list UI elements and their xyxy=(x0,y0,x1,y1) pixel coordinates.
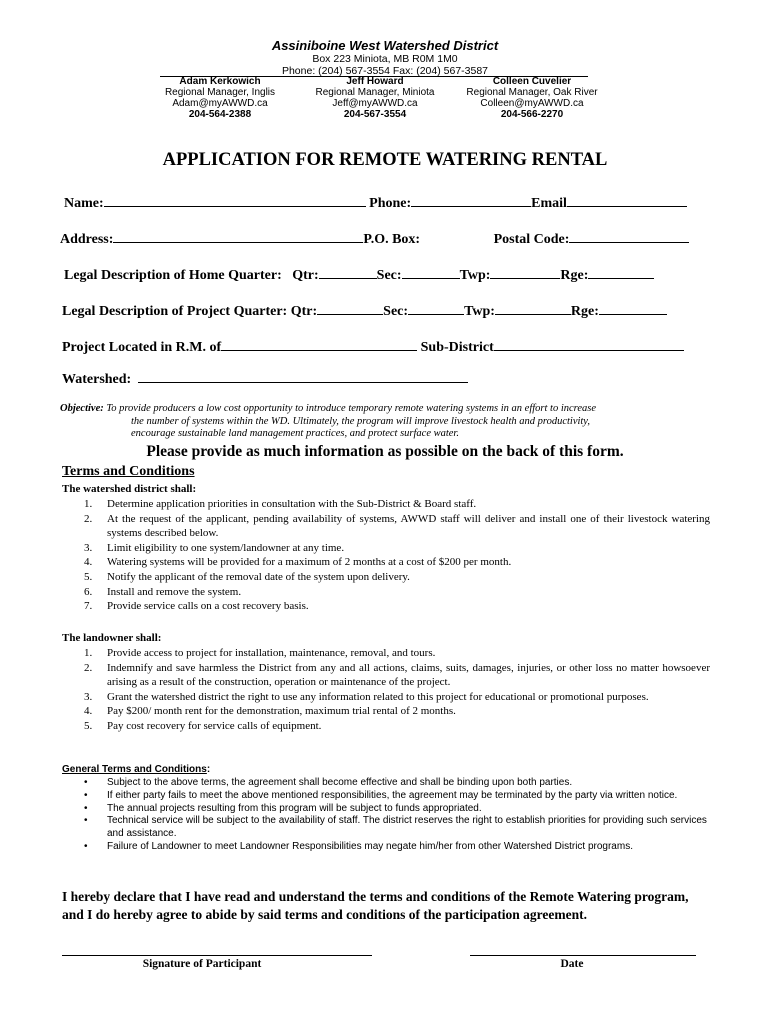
manager-miniota xyxy=(295,76,455,120)
objective-text: encourage sustainable land management practices, and protect surface water. xyxy=(131,428,459,439)
objective xyxy=(60,403,720,441)
postal-code-label: Postal Code: xyxy=(493,232,570,247)
list-item: 3. Limit eligibility to one system/landowner at any time. xyxy=(84,541,345,554)
address-row xyxy=(60,228,710,248)
home-rge-field[interactable] xyxy=(588,264,654,279)
list-item: • Subject to the above terms, the agreement shall become effective and shall be binding upon both parties. xyxy=(84,777,573,788)
list-item: 5. Pay cost recovery for service calls of equipment. xyxy=(84,719,322,732)
watershed-label: Watershed: xyxy=(62,372,132,387)
list-item: 2. At the request of the applicant, pending availability of systems, AWWD staff will deliver and install one of their livestock watering systems described below. xyxy=(84,512,710,540)
manager-email: Adam@myAWWD.ca xyxy=(172,98,268,109)
postal-code-field[interactable] xyxy=(569,228,689,243)
declaration-text: I hereby declare that I have read and understand the terms and conditions of the Remote Watering program, and I do hereby agree to abide by said terms and conditions of the participation agreement. xyxy=(62,889,689,922)
organization-name: Assiniboine West Watershed District xyxy=(271,38,499,53)
rge-label: Rge: xyxy=(560,268,589,283)
po-box-label: P.O. Box: xyxy=(363,232,421,247)
participant-signature-line[interactable] xyxy=(62,955,372,956)
twp-label: Twp: xyxy=(464,304,495,319)
manager-oak-river xyxy=(452,76,612,120)
landowner-heading: The landowner shall: xyxy=(62,632,162,644)
project-rge-field[interactable] xyxy=(599,300,667,315)
name-label: Name: xyxy=(64,196,104,211)
organization-address xyxy=(0,53,770,77)
district-heading: The watershed district shall: xyxy=(62,483,197,495)
list-item: 3. Grant the watershed district the right to use any information related to this project for educational or promotional purposes. xyxy=(84,690,649,703)
objective-text: To provide producers a low cost opportunity to introduce temporary remote watering systems in an effort to increase xyxy=(106,403,597,414)
rm-row xyxy=(62,336,710,356)
rm-label: Project Located in R.M. of xyxy=(62,340,222,355)
project-twp-field[interactable] xyxy=(495,300,571,315)
form-title: APPLICATION FOR REMOTE WATERING RENTAL xyxy=(162,150,608,170)
manager-inglis xyxy=(140,76,300,120)
phone-label: Phone: xyxy=(369,196,412,211)
phone-field[interactable] xyxy=(411,192,531,207)
manager-phone: 204-564-2388 xyxy=(188,109,252,120)
rm-field[interactable] xyxy=(221,336,417,351)
objective-text: the number of systems within the WD. Ultimately, the program will improve livestock health and productivity, xyxy=(131,415,591,427)
manager-name: Jeff Howard xyxy=(346,76,404,87)
address-line: Box 223 Miniota, MB R0M 1M0 xyxy=(312,53,458,65)
home-quarter-label: Legal Description of Home Quarter: xyxy=(64,268,282,283)
qtr-label: Qtr: xyxy=(290,304,318,319)
manager-name: Adam Kerkowich xyxy=(179,76,261,87)
participant-signature-label: Signature of Participant xyxy=(142,958,262,970)
list-item: 1. Determine application priorities in consultation with the Sub-District & Board staff. xyxy=(84,498,477,510)
email-field[interactable] xyxy=(567,192,687,207)
general-terms-list xyxy=(62,777,710,854)
list-item: 6. Install and remove the system. xyxy=(84,585,242,598)
back-of-form-notice: Please provide as much information as possible on the back of this form. xyxy=(146,443,624,460)
manager-phone: 204-567-3554 xyxy=(343,109,407,120)
contact-row xyxy=(64,192,710,212)
list-item: 1. Provide access to project for installation, maintenance, removal, and tours. xyxy=(84,647,436,659)
objective-label: Objective: xyxy=(60,403,104,414)
watershed-field[interactable] xyxy=(138,368,468,383)
list-item: 2. Indemnify and save harmless the District from any and all actions, claims, suits, damages, injuries, or other loss no matter howsoever arising as a result of the construction, operation or maintenance of the project. xyxy=(84,661,710,689)
rge-label: Rge: xyxy=(570,304,599,319)
phone-fax-line: Phone: (204) 567-3554 Fax: (204) 567-3587 xyxy=(281,65,489,77)
manager-title: Regional Manager, Oak River xyxy=(466,87,598,98)
list-item: 4. Pay $200/ month rent for the demonstration, maximum trial rental of 2 months. xyxy=(84,705,456,718)
home-quarter-row xyxy=(64,264,710,284)
date-label: Date xyxy=(560,958,584,970)
sub-district-label: Sub-District xyxy=(420,340,494,355)
list-item: 4. Watering systems will be provided for a maximum of 2 months at a cost of $200 per month. xyxy=(84,556,512,569)
manager-name: Colleen Cuvelier xyxy=(492,76,572,87)
list-item: • The annual projects resulting from this program will be subject to funds appropriated. xyxy=(84,802,482,814)
list-item: 5. Notify the applicant of the removal date of the system upon delivery. xyxy=(84,570,410,583)
address-field[interactable] xyxy=(113,228,363,243)
name-field[interactable] xyxy=(104,192,366,207)
manager-email: Jeff@myAWWD.ca xyxy=(332,98,418,109)
date-line[interactable] xyxy=(470,955,696,956)
twp-label: Twp: xyxy=(459,268,491,283)
home-qtr-field[interactable] xyxy=(319,264,377,279)
email-label: Email xyxy=(531,196,567,211)
general-terms-heading: General Terms and Conditions: xyxy=(62,764,211,775)
list-item: • If either party fails to meet the above mentioned responsibilities, the agreement may be terminated by the party via written notice. xyxy=(84,789,678,801)
sec-label: Sec: xyxy=(376,268,402,283)
terms-heading: Terms and Conditions xyxy=(62,464,195,479)
manager-phone: 204-566-2270 xyxy=(500,109,564,120)
home-sec-field[interactable] xyxy=(402,264,460,279)
manager-title: Regional Manager, Miniota xyxy=(315,87,435,98)
district-obligations xyxy=(62,497,710,614)
list-item: • Technical service will be subject to the availability of staff. The district reserves the right to establish priorities for providing such services and assistance. xyxy=(84,815,707,840)
address-label: Address: xyxy=(60,232,114,247)
list-item: 7. Provide service calls on a cost recovery basis. xyxy=(84,600,309,613)
project-qtr-field[interactable] xyxy=(317,300,383,315)
manager-email: Colleen@myAWWD.ca xyxy=(480,98,584,109)
project-quarter-label: Legal Description of Project Quarter: xyxy=(62,304,288,319)
sub-district-field[interactable] xyxy=(494,336,684,351)
watershed-row xyxy=(62,368,710,388)
project-quarter-row xyxy=(62,300,710,320)
home-twp-field[interactable] xyxy=(490,264,560,279)
landowner-obligations xyxy=(62,646,710,734)
list-item: • Failure of Landowner to meet Landowner Responsibilities may negate him/her from other Watershed District programs. xyxy=(84,840,633,852)
sec-label: Sec: xyxy=(383,304,409,319)
project-sec-field[interactable] xyxy=(408,300,464,315)
qtr-label: Qtr: xyxy=(292,268,319,283)
manager-title: Regional Manager, Inglis xyxy=(164,87,276,98)
